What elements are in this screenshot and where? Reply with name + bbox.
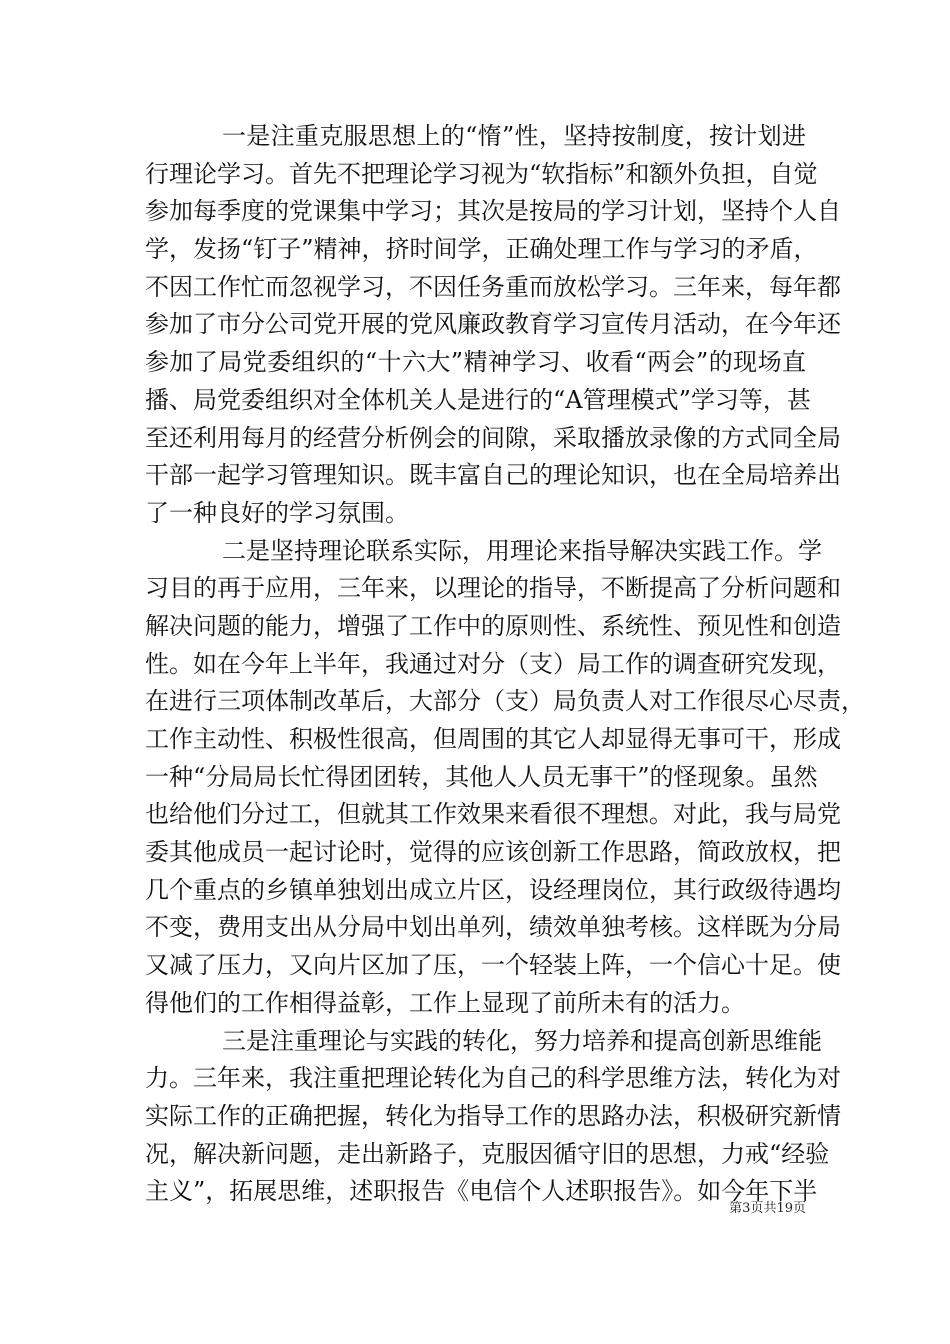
text-line: 几个重点的乡镇单独划出成立片区，设经理岗位，其行政级待遇均 [145,875,841,904]
text-line: 参加了市分公司党开展的党风廉政教育学习宣传月活动，在今年还 [145,310,841,339]
text-line: 得他们的工作相得益彰，工作上显现了前所未有的活力。 [145,988,745,1017]
text-line: 不变，费用支出从分局中划出单列，绩效单独考核。这样既为分局 [145,913,841,942]
text-line: 三是注重理论与实践的转化，努力培养和提高创新思维能 [222,1026,822,1055]
text-line: 学，发扬“钉子”精神，挤时间学，正确处理工作与学习的矛盾， [145,235,818,264]
text-line: 了一种良好的学习氛围。 [145,498,409,527]
document-body [145,118,865,1211]
text-line: 不因工作忙而忽视学习，不因任务重而放松学习。三年来，每年都 [145,272,841,301]
text-line: 况，解决新问题，走出新路子，克服因循守旧的思想，力戒“经验 [145,1139,830,1168]
text-line: 参加了局党委组织的“十六大”精神学习、收看“两会”的现场直 [145,348,806,377]
text-line: 习目的再于应用，三年来，以理论的指导，不断提高了分析问题和 [145,574,841,603]
paragraph [145,1023,841,1211]
text-line: 实际工作的正确把握，转化为指导工作的思路办法，积极研究新情 [145,1101,841,1130]
text-line: 行理论学习。首先不把理论学习视为“软指标”和额外负担，自觉 [145,159,818,188]
text-line: 参加每季度的党课集中学习；其次是按局的学习计划，坚持个人自 [145,197,841,226]
text-line: 干部一起学习管理知识。既丰富自己的理论知识，也在全局培养出 [145,461,841,490]
text-line: 至还利用每月的经营分析例会的间隙，采取播放录像的方式同全局 [145,423,841,452]
text-line: 二是坚持理论联系实际，用理论来指导解决实践工作。学 [222,536,822,565]
text-line: 又减了压力，又向片区加了压，一个轻装上阵，一个信心十足。使 [145,951,841,980]
text-line: 也给他们分过工，但就其工作效果来看很不理想。对此，我与局党 [145,800,841,829]
text-line: 一是注重克服思想上的“惰”性，坚持按制度，按计划进 [222,122,806,150]
text-line: 解决问题的能力，增强了工作中的原则性、系统性、预见性和创造 [145,611,841,640]
text-line: 在进行三项体制改革后，大部分（支）局负责人对工作很尽心尽责， [145,687,865,716]
text-line: 主义”，拓展思维，述职报告《电信个人述职报告》。如今年下半 [145,1177,818,1206]
text-line: 性。如在今年上半年，我通过对分（支）局工作的调查研究发现， [145,649,841,678]
text-line: 力。三年来，我注重把理论转化为自己的科学思维方法，转化为对 [145,1064,841,1093]
text-line: 工作主动性、积极性很高，但周围的其它人却显得无事可干，形成 [145,725,841,753]
page-number: 第3页共19页 [729,1201,806,1216]
paragraph [145,118,841,533]
text-line: 一种“分局局长忙得团团转，其他人人员无事干”的怪现象。虽然 [145,762,818,791]
text-line: 播、局党委组织对全体机关人是进行的“A管理模式”学习等，甚 [145,385,811,414]
paragraph [145,533,865,1023]
text-line: 委其他成员一起讨论时，觉得的应该创新工作思路，简政放权，把 [145,838,841,867]
